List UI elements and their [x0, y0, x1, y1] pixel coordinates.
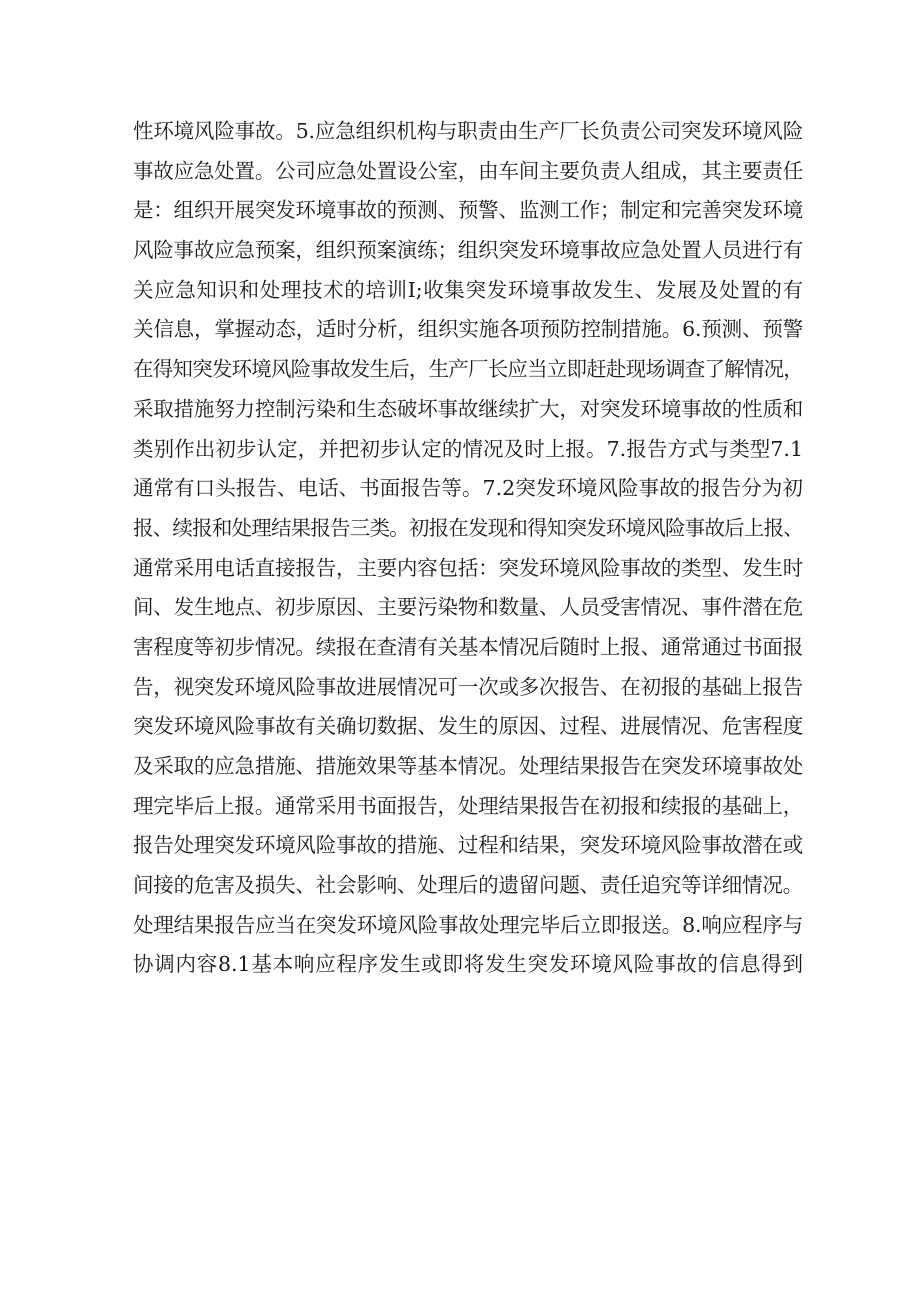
text-line-11: 报、续报和处理结果报告三类。初报在发现和得知突发环境风险事故后上报、	[133, 515, 803, 540]
text-line-4: 风险事故应急预案，组织预案演练；组织突发环境事故应急处置人员进行有	[133, 238, 803, 263]
text-line-18: 理完毕后上报。通常采用书面报告，处理结果报告在初报和续报的基础上，	[133, 793, 803, 818]
text-line-3: 是：组织开展突发环境事故的预测、预警、监测工作；制定和完善突发环境	[133, 198, 803, 223]
text-line-7: 在得知突发环境风险事故发生后，生产厂长应当立即赶赴现场调查了解情况，	[133, 357, 803, 382]
text-line-2: 事故应急处置。公司应急处置设公室，由车间主要负责人组成，其主要责任	[133, 158, 803, 183]
text-line-10: 通常有口头报告、电话、书面报告等。7.2突发环境风险事故的报告分为初	[133, 476, 803, 501]
text-line-20: 间接的危害及损失、社会影响、处理后的遗留问题、责任追究等详细情况。	[133, 873, 803, 898]
body-text	[133, 112, 803, 985]
text-line-16: 突发环境风险事故有关确切数据、发生的原因、过程、进展情况、危害程度	[133, 714, 803, 739]
text-line-15: 告，视突发环境风险事故进展情况可一次或多次报告、在初报的基础上报告	[133, 674, 803, 699]
text-line-8: 采取措施努力控制污染和生态破坏事故继续扩大，对突发环境事故的性质和	[133, 396, 803, 421]
text-line-6: 关信息，掌握动态，适时分析，组织实施各项预防控制措施。6.预测、预警	[133, 317, 803, 342]
text-line-9: 类别作出初步认定，并把初步认定的情况及时上报。7.报告方式与类型7.1	[133, 436, 803, 461]
text-line-17: 及采取的应急措施、措施效果等基本情况。处理结果报告在突发环境事故处	[133, 754, 803, 778]
text-line-13: 间、发生地点、初步原因、主要污染物和数量、人员受害情况、事件潜在危	[133, 595, 803, 620]
text-line-21: 处理结果报告应当在突发环境风险事故处理完毕后立即报送。8.响应程序与	[133, 912, 803, 937]
text-line-22: 协调内容8.1基本响应程序发生或即将发生突发环境风险事故的信息得到	[133, 952, 803, 977]
text-line-1: 性环境风险事故。5.应急组织机构与职责由生产厂长负责公司突发环境风险	[133, 119, 803, 143]
text-line-14: 害程度等初步情况。续报在查清有关基本情况后随时上报、通常通过书面报	[133, 634, 803, 659]
text-line-5: 关应急知识和处理技术的培训I;收集突发环境事故发生、发展及处置的有	[133, 277, 803, 302]
text-line-19: 报告处理突发环境风险事故的措施、过程和结果，突发环境风险事故潜在或	[133, 833, 803, 858]
text-line-12: 通常采用电话直接报告，主要内容包括：突发环境风险事故的类型、发生时	[133, 555, 803, 580]
